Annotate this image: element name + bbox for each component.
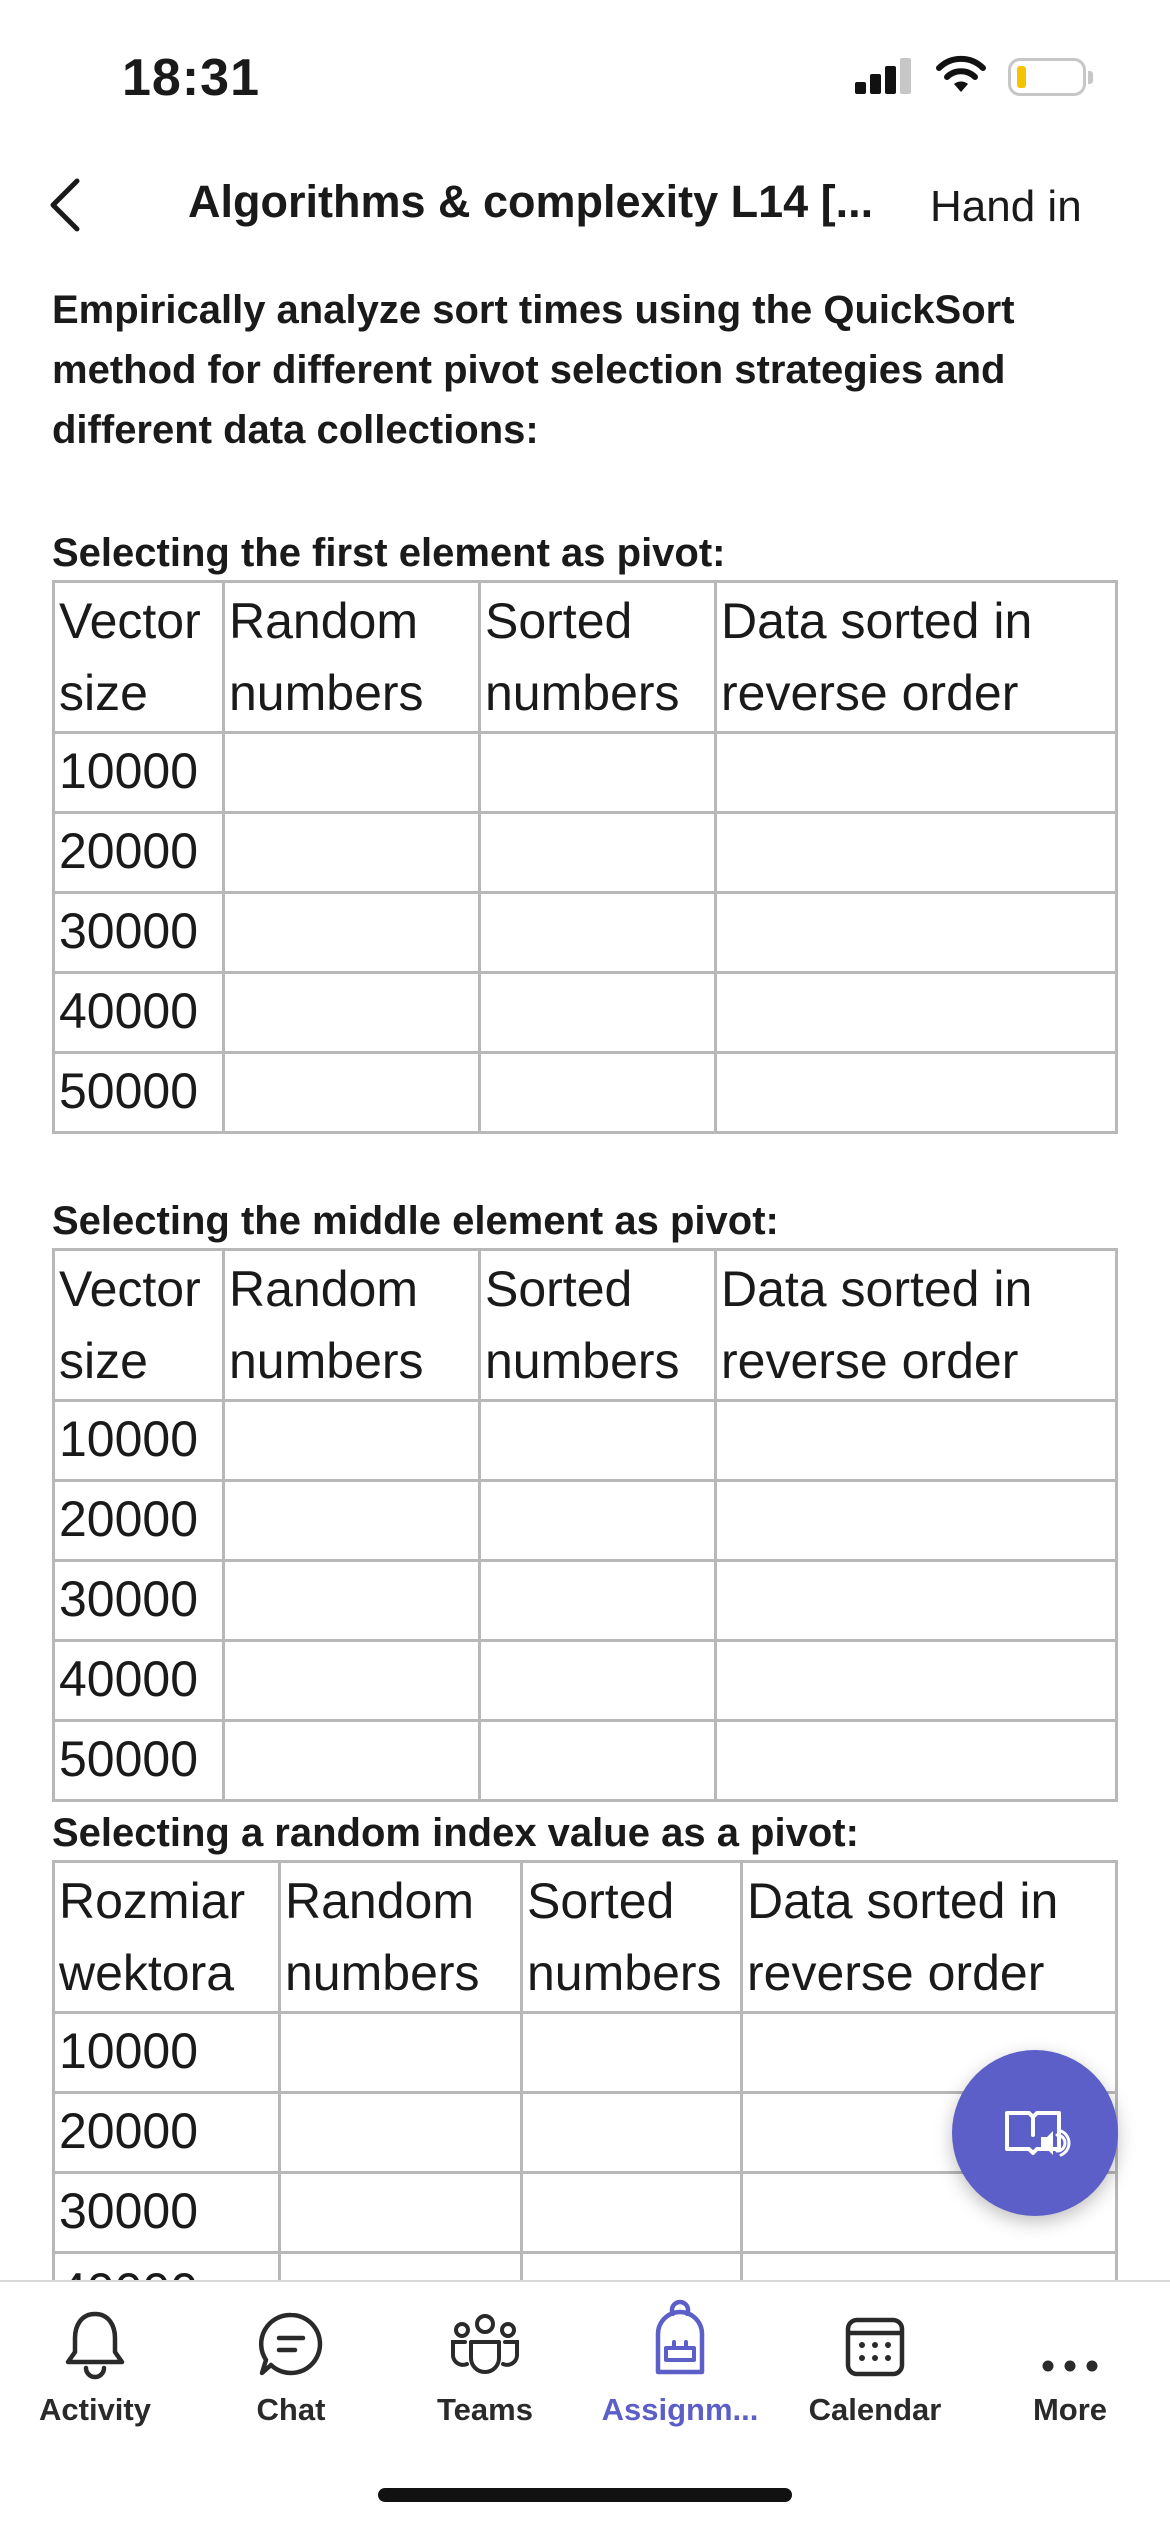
table-cell <box>716 1561 1117 1641</box>
table-row <box>54 813 1117 893</box>
table-row <box>54 1481 1117 1561</box>
table-cell <box>716 733 1117 813</box>
table-cell <box>224 813 480 893</box>
chat-icon <box>257 2310 325 2378</box>
column-header: Data sorted in reverse order <box>716 582 1117 733</box>
section-first-pivot <box>52 526 1120 1134</box>
table-cell <box>480 813 716 893</box>
table-cell <box>224 1561 480 1641</box>
table-row <box>54 1401 1117 1481</box>
section-heading: Selecting the middle element as pivot: <box>52 1199 779 1243</box>
nav-more[interactable] <box>975 2302 1165 2428</box>
results-table <box>52 1248 1118 1802</box>
battery-icon <box>1008 58 1086 96</box>
table-cell <box>480 973 716 1053</box>
nav-label: Calendar <box>808 2392 942 2427</box>
nav-teams[interactable] <box>390 2302 580 2428</box>
vector-size-cell: 30000 <box>54 1561 224 1641</box>
page-title: Algorithms & complexity L14 [... <box>188 176 874 227</box>
bell-icon <box>63 2308 127 2378</box>
table-cell <box>280 2013 522 2093</box>
vector-size-cell: 10000 <box>54 733 224 813</box>
column-header: Vector size <box>54 582 224 733</box>
vector-size-cell: 10000 <box>54 2013 280 2093</box>
table-cell <box>224 893 480 973</box>
table-cell <box>716 973 1117 1053</box>
header <box>0 160 1170 250</box>
table-cell <box>716 1401 1117 1481</box>
vector-size-cell: 10000 <box>54 1401 224 1481</box>
teams-icon <box>449 2312 521 2378</box>
backpack-icon <box>650 2302 710 2378</box>
table-cell <box>280 2173 522 2253</box>
table-header-row <box>54 1250 1117 1401</box>
status-bar <box>0 0 1170 150</box>
assignment-instructions: Empirically analyze sort times using the QuickSort method for different pivot selection strategies and different data collections: <box>52 288 1015 452</box>
column-header: Random numbers <box>224 1250 480 1401</box>
column-header: Random numbers <box>224 582 480 733</box>
status-time: 18:31 <box>122 49 260 107</box>
section-heading: Selecting a random index value as a pivot: <box>52 1811 859 1855</box>
nav-assignments[interactable] <box>585 2302 775 2428</box>
table-cell <box>224 1641 480 1721</box>
table-cell <box>716 1721 1117 1801</box>
nav-label: More <box>1032 2392 1108 2427</box>
assignment-content <box>52 280 1120 2278</box>
table-row <box>54 1721 1117 1801</box>
nav-label: Activity <box>39 2392 151 2427</box>
column-header: Sorted numbers <box>522 1862 742 2013</box>
vector-size-cell: 20000 <box>54 813 224 893</box>
table-cell <box>480 1721 716 1801</box>
nav-label: Teams <box>437 2392 533 2427</box>
vector-size-cell: 20000 <box>54 1481 224 1561</box>
nav-label: Assignm... <box>601 2392 759 2427</box>
back-button[interactable] <box>36 170 92 240</box>
nav-label: Chat <box>256 2392 326 2427</box>
column-header: Data sorted in reverse order <box>716 1250 1117 1401</box>
vector-size-cell: 40000 <box>54 973 224 1053</box>
cellular-signal-icon <box>855 58 915 94</box>
immersive-reader-icon <box>1003 2107 1067 2159</box>
table-cell <box>480 1053 716 1133</box>
chevron-left-icon <box>47 177 81 233</box>
results-table <box>52 1860 1118 2334</box>
section-middle-pivot <box>52 1194 1120 1802</box>
table-cell <box>522 2173 742 2253</box>
vector-size-cell: 50000 <box>54 1053 224 1133</box>
table-row <box>54 2013 1117 2093</box>
nav-chat[interactable] <box>196 2302 386 2428</box>
column-header: Data sorted in reverse order <box>742 1862 1117 2013</box>
table-cell <box>480 1401 716 1481</box>
wifi-icon <box>935 56 987 94</box>
vector-size-cell: 50000 <box>54 1721 224 1801</box>
table-cell <box>224 733 480 813</box>
table-row <box>54 733 1117 813</box>
table-cell <box>480 893 716 973</box>
section-random-pivot <box>52 1806 1120 2334</box>
table-header-row <box>54 1862 1117 2013</box>
table-row <box>54 2173 1117 2253</box>
immersive-reader-button[interactable] <box>952 2050 1118 2216</box>
vector-size-cell: 30000 <box>54 2173 280 2253</box>
hand-in-button[interactable]: Hand in <box>930 182 1082 231</box>
table-cell <box>716 813 1117 893</box>
table-cell <box>716 893 1117 973</box>
vector-size-cell: 30000 <box>54 893 224 973</box>
nav-activity[interactable] <box>0 2302 190 2428</box>
table-row <box>54 973 1117 1053</box>
table-cell <box>716 1641 1117 1721</box>
more-icon <box>1038 2338 1102 2378</box>
table-cell <box>224 1401 480 1481</box>
calendar-icon <box>844 2316 906 2378</box>
results-table <box>52 580 1118 1134</box>
table-row <box>54 1641 1117 1721</box>
table-cell <box>716 1481 1117 1561</box>
table-cell <box>224 973 480 1053</box>
table-cell <box>480 1641 716 1721</box>
table-cell <box>522 2013 742 2093</box>
table-header-row <box>54 582 1117 733</box>
table-cell <box>522 2093 742 2173</box>
table-cell <box>480 1481 716 1561</box>
nav-calendar[interactable] <box>780 2302 970 2428</box>
column-header: Sorted numbers <box>480 582 716 733</box>
table-row <box>54 1561 1117 1641</box>
section-heading: Selecting the first element as pivot: <box>52 531 726 575</box>
column-header: Sorted numbers <box>480 1250 716 1401</box>
table-cell <box>280 2093 522 2173</box>
table-cell <box>224 1721 480 1801</box>
vector-size-cell: 20000 <box>54 2093 280 2173</box>
table-row <box>54 1053 1117 1133</box>
column-header: Random numbers <box>280 1862 522 2013</box>
table-cell <box>224 1481 480 1561</box>
table-cell <box>716 1053 1117 1133</box>
table-row <box>54 893 1117 973</box>
column-header: Vector size <box>54 1250 224 1401</box>
vector-size-cell: 40000 <box>54 1641 224 1721</box>
table-cell <box>224 1053 480 1133</box>
table-cell <box>480 733 716 813</box>
home-indicator <box>378 2488 792 2502</box>
table-cell <box>480 1561 716 1641</box>
column-header: Rozmiar wektora <box>54 1862 280 2013</box>
